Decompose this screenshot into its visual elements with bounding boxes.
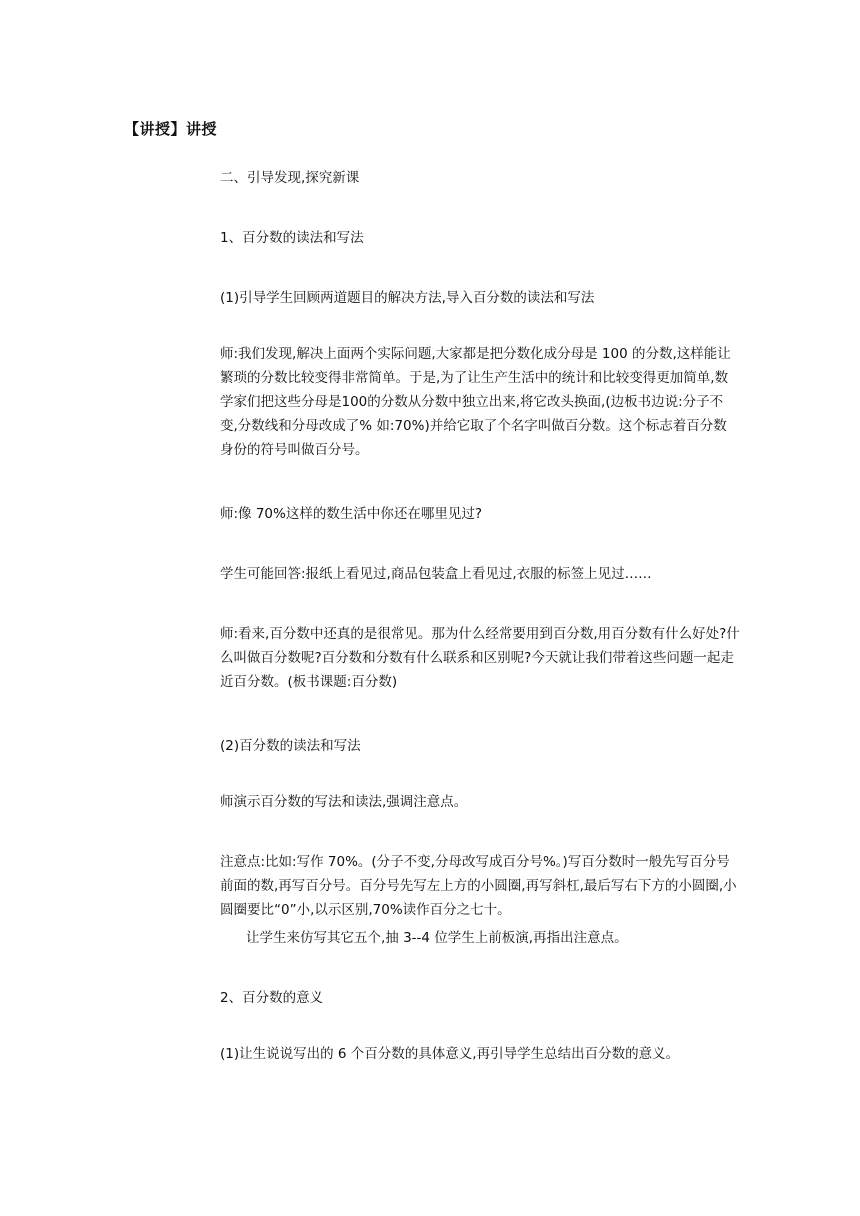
subsection-title: 1、百分数的读法和写法 [220, 230, 364, 246]
step-title: (1)让生说说写出的 6 个百分数的具体意义,再引导学生总结出百分数的意义。 [220, 1046, 680, 1062]
step-title: (2)百分数的读法和写法 [220, 738, 361, 754]
step-title: (1)引导学生回顾两道题目的解决方法,导入百分数的读法和写法 [220, 290, 595, 306]
section-title: 二、引导发现,探究新课 [220, 170, 360, 186]
practice-instruction: 让学生来仿写其它五个,抽 3--4 位学生上前板演,再指出注意点。 [246, 930, 628, 946]
teacher-paragraph: 师:看来,百分数中还真的是很常见。那为什么经常要用到百分数,用百分数有什么好处?什么叫做百分数呢?百分数和分数有什么联系和区别呢?今天就让我们带着这些问题一起走近百分数。(板书课题:百分数) [220, 626, 740, 690]
teacher-demo: 师演示百分数的写法和读法,强调注意点。 [220, 794, 468, 810]
subsection-title: 2、百分数的意义 [220, 990, 324, 1006]
notes-paragraph: 注意点:比如:写作 70%。(分子不变,分母改写成百分号%。)写百分数时一般先写百分号前面的数,再写百分号。百分号先写左上方的小圆圈,再写斜杠,最后写右下方的小圆圈,小圆圈要比“0”小,以示区别,70%读作百分之七十。 [220, 854, 737, 918]
section-heading: 【讲授】讲授 [124, 120, 218, 138]
teacher-question: 师:像 70%这样的数生活中你还在哪里见过? [220, 506, 483, 522]
student-answer: 学生可能回答:报纸上看见过,商品包装盒上看见过,衣服的标签上见过…… [220, 566, 652, 582]
teacher-paragraph: 师:我们发现,解决上面两个实际问题,大家都是把分数化成分母是 100 的分数,这样能让繁琐的分数比较变得非常简单。于是,为了让生产生活中的统计和比较变得更加简单,数学家们把这些分母是100的分数从分数中独立出来,将它改头换面,(边板书边说:分子不变,分数线和分母改成了% 如:70%)并给它取了个名字叫做百分数。这个标志着百分数身份的符号叫做百分号。 [220, 346, 731, 458]
